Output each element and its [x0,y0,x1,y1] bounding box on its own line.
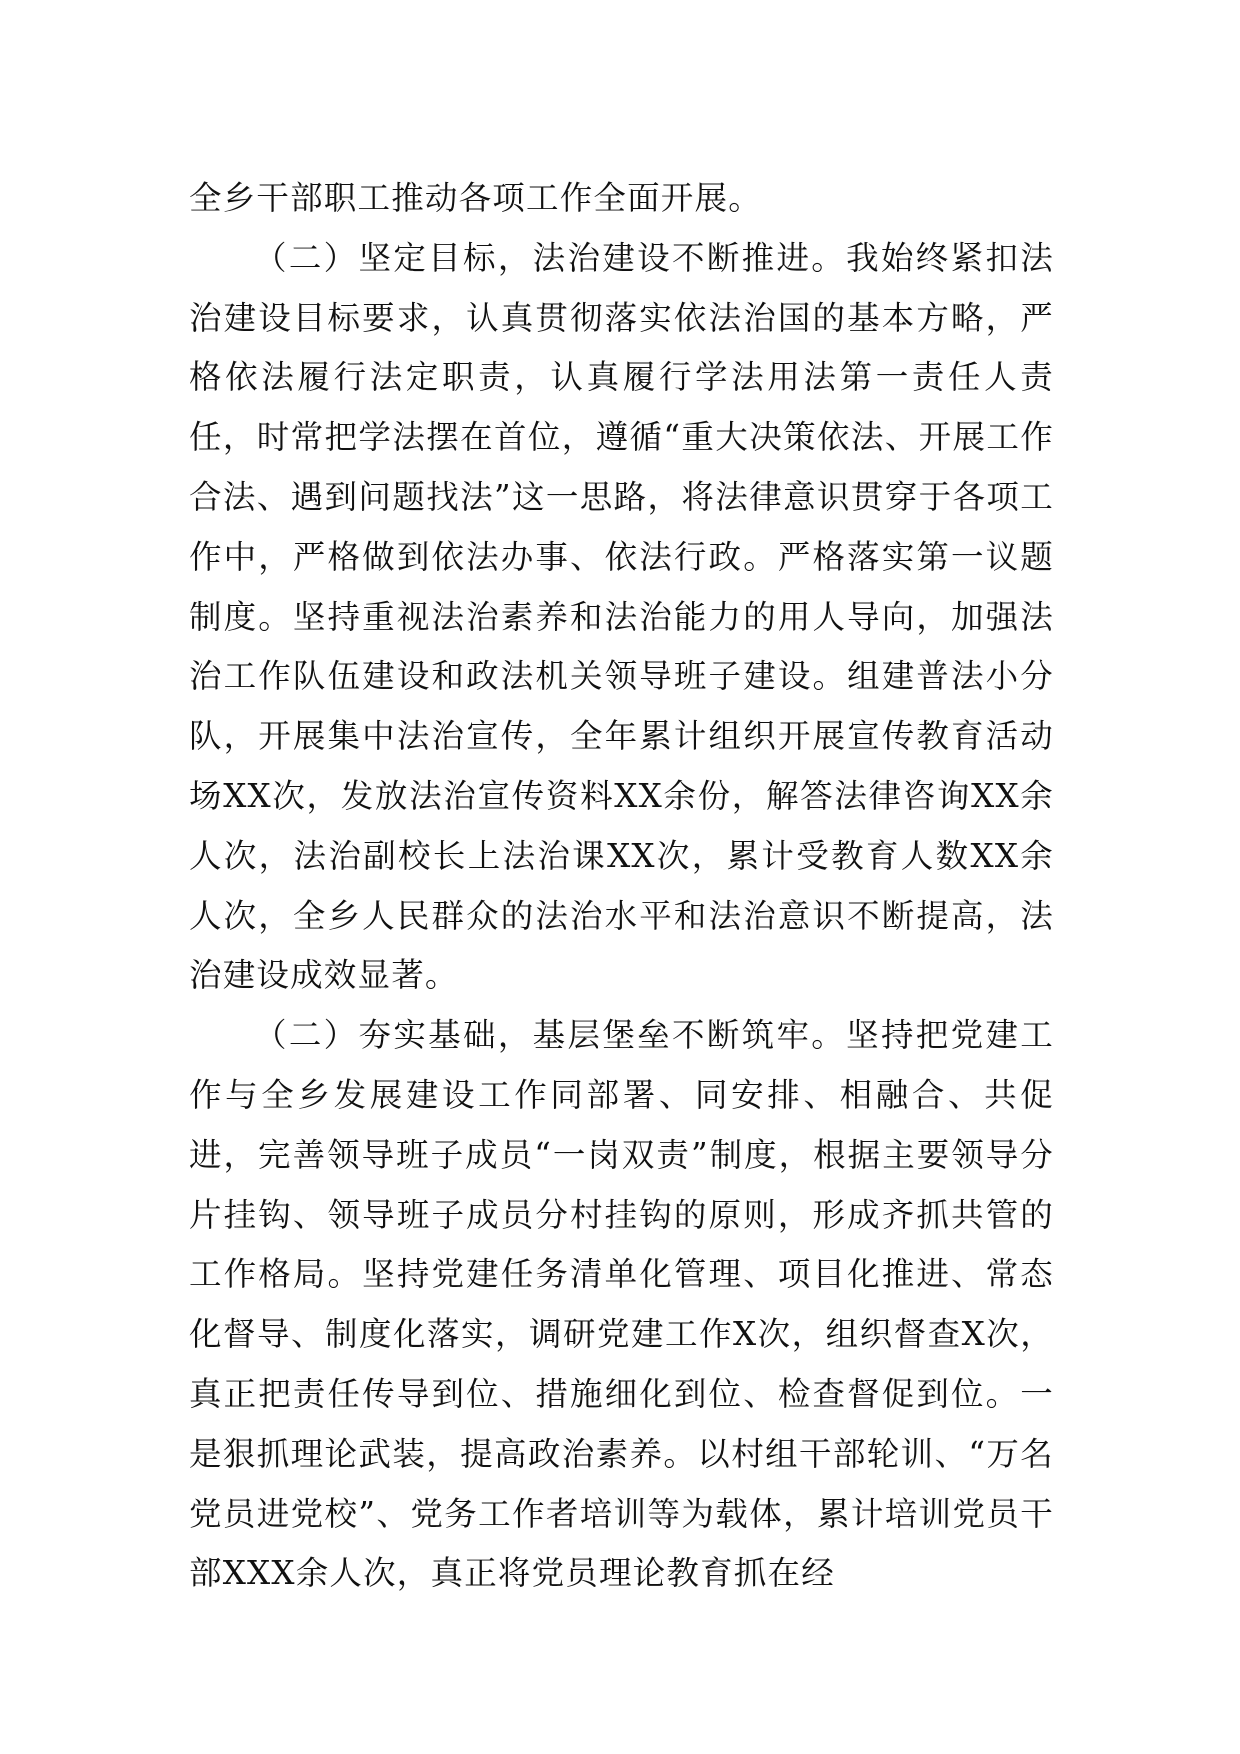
document-body [189,169,1054,1604]
paragraph-continuation: 全乡干部职工推动各项工作全面开展。 [189,179,762,217]
paragraph-rule-of-law: （二）坚定目标，法治建设不断推进。我始终紧扣法治建设目标要求，认真贯彻落实依法治国的基本方略，严格依法履行法定职责，认真履行学法用法第一责任人责任，时常把学法摆在首位，遵循“重大决策依法、开展工作合法、遇到问题找法”这一思路，将法律意识贯穿于各项工作中，严格做到依法办事、依法行政。严格落实第一议题制度。坚持重视法治素养和法治能力的用人导向，加强法治工作队伍建设和政法机关领导班子建设。组建普法小分队，开展集中法治宣传，全年累计组织开展宣传教育活动场XX次，发放法治宣传资料XX余份，解答法律咨询XX余人次，法治副校长上法治课XX次，累计受教育人数XX余人次，全乡人民群众的法治水平和法治意识不断提高，法治建设成效显著。 [189,238,1054,995]
paragraph-grassroots-foundation: （二）夯实基础，基层堡垒不断筑牢。坚持把党建工作与全乡发展建设工作同部署、同安排、相融合、共促进，完善领导班子成员“一岗双责”制度，根据主要领导分片挂钩、领导班子成员分村挂钩的原则，形成齐抓共管的工作格局。坚持党建任务清单化管理、项目化推进、常态化督导、制度化落实，调研党建工作X次，组织督查X次，真正把责任传导到位、措施细化到位、检查督促到位。一是狠抓理论武装，提高政治素养。以村组干部轮训、“万名党员进党校”、党务工作者培训等为载体，累计培训党员干部XXX余人次，真正将党员理论教育抓在经 [189,1016,1054,1593]
